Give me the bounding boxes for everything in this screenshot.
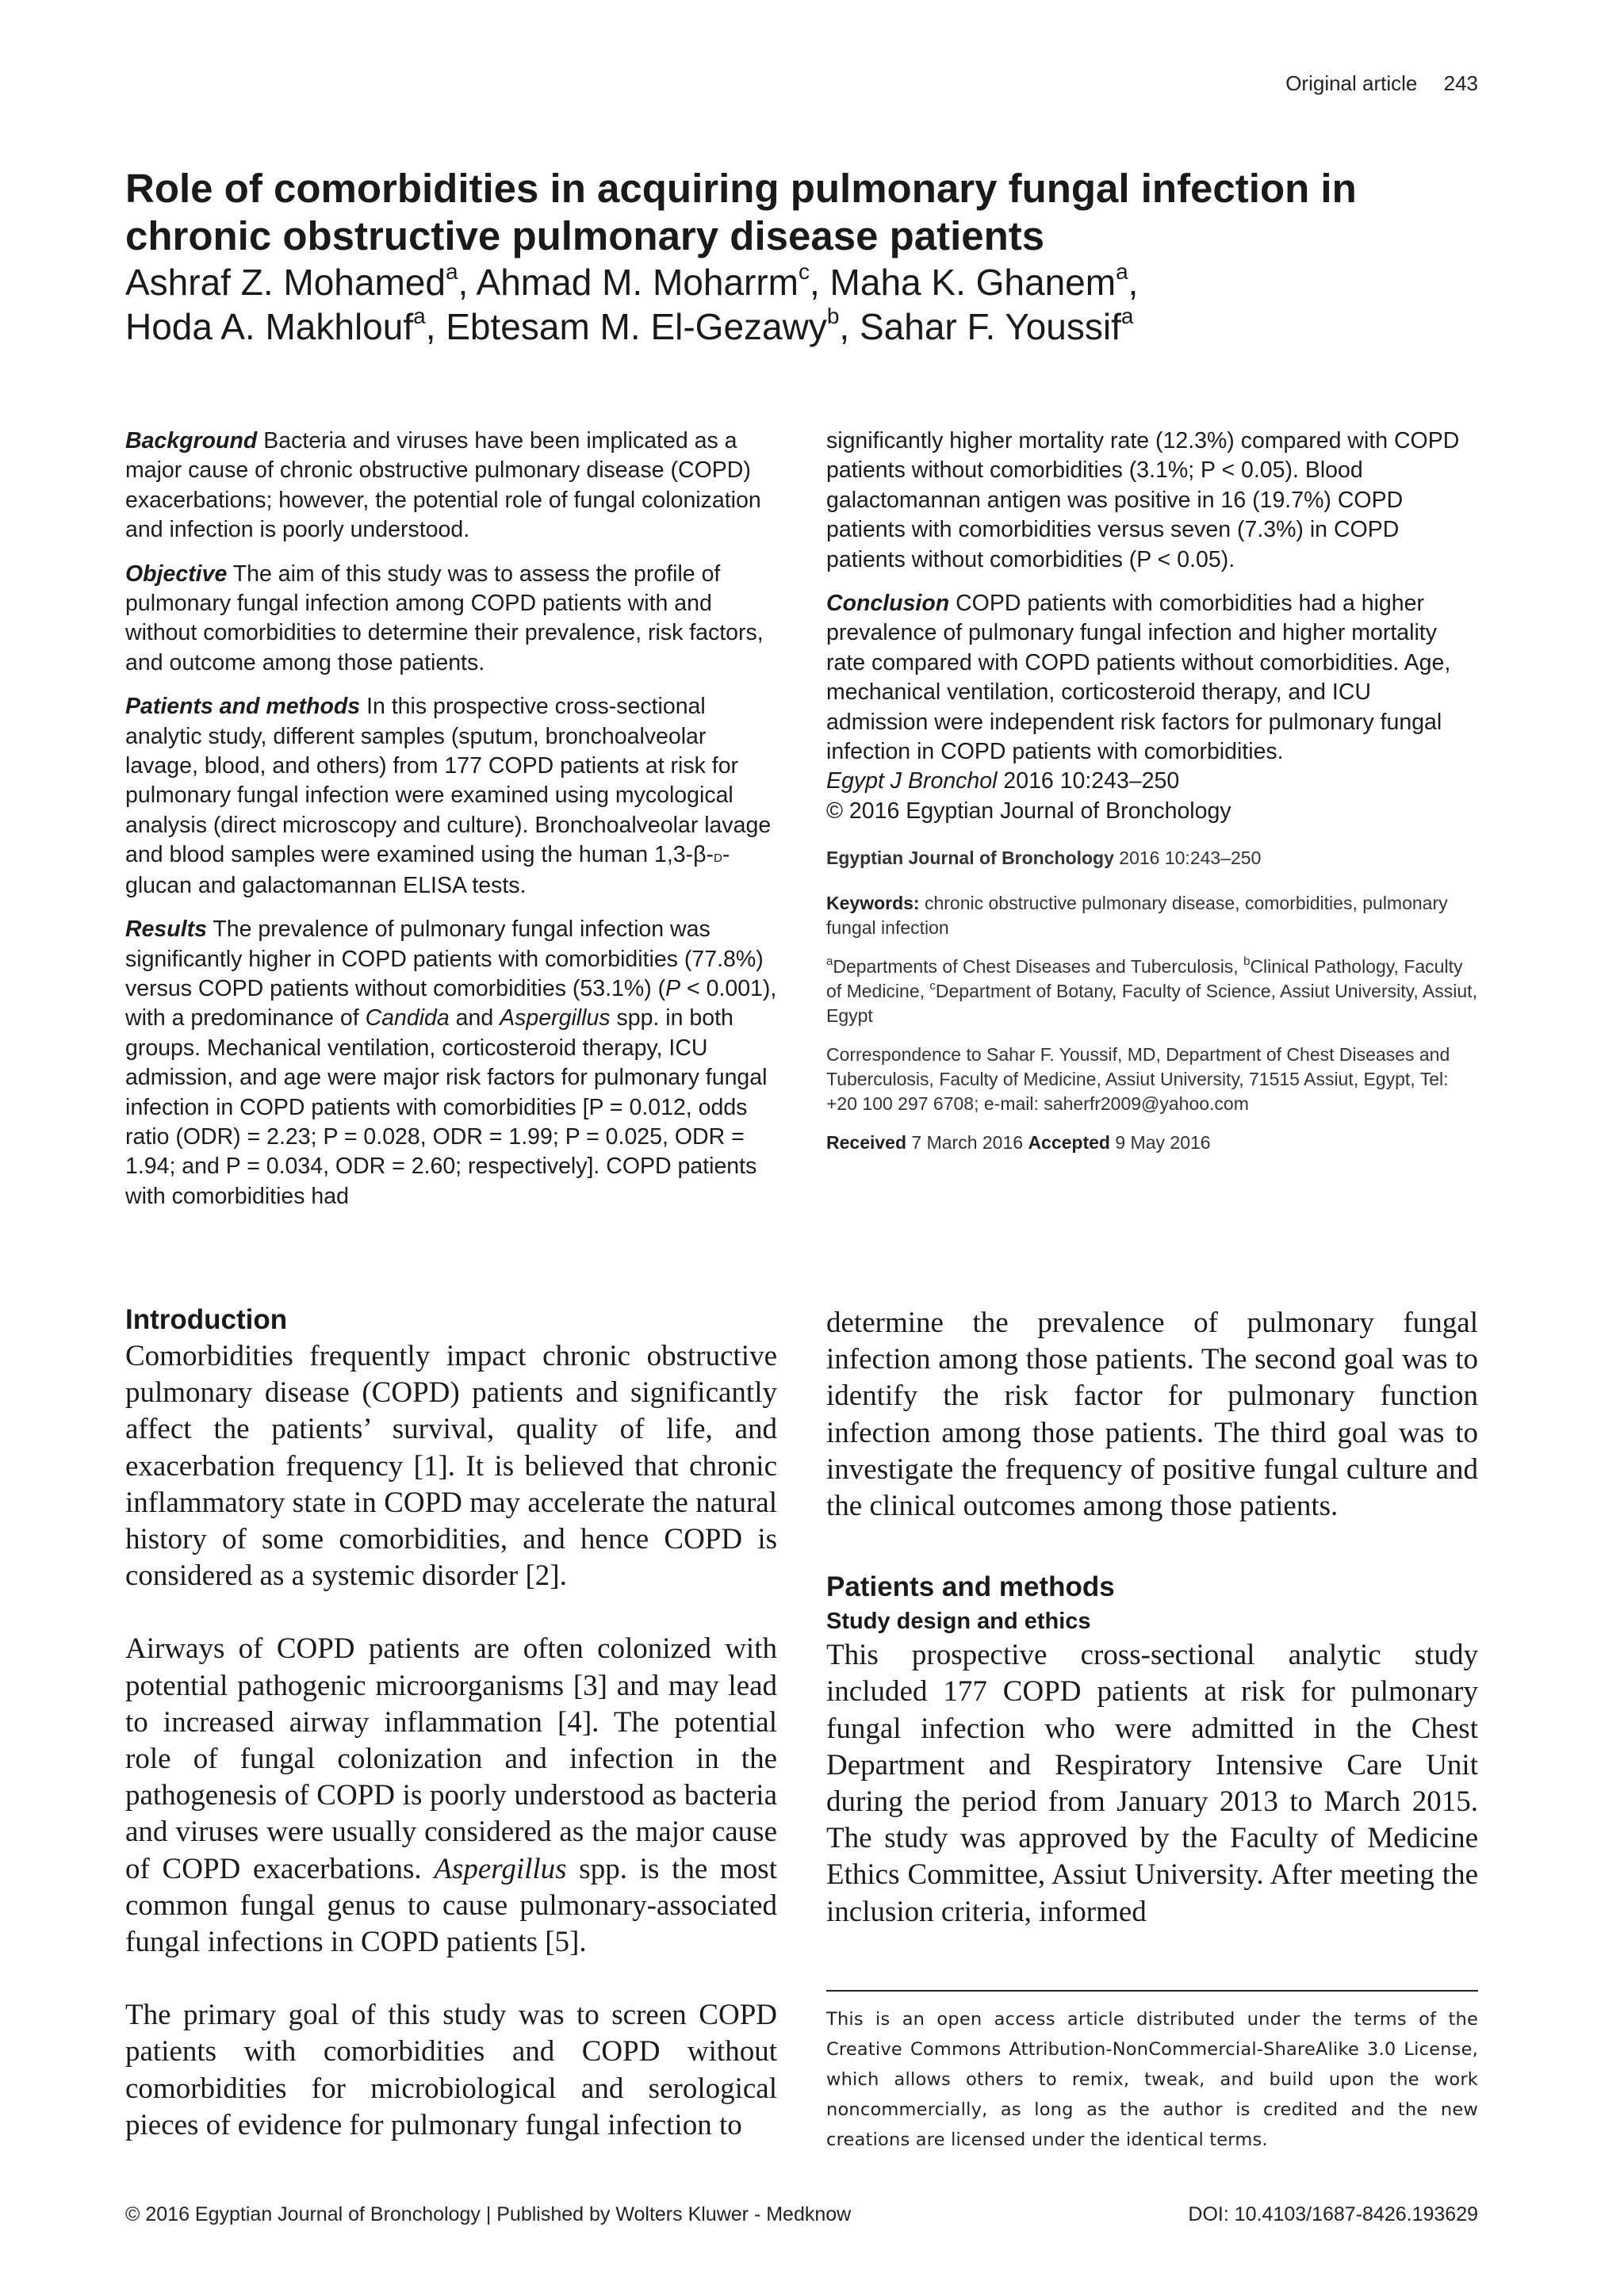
- page-number: 243: [1443, 71, 1478, 95]
- author-affiliation-mark: b: [826, 304, 840, 328]
- author: Sahar F. Youssif: [859, 306, 1121, 347]
- affiliations: $^a$Departments of Chest Diseases and Tuberculosis, $^b$Clinical Pathology, Faculty of Medicine, $^c$Department of Botany, Faculty of Science, Assiut University, Assiut, Egypt: [826, 954, 1477, 1026]
- author-affiliation-mark: a: [1120, 304, 1134, 328]
- article-title: Role of comorbidities in acquiring pulmonary fungal infection in chronic obstructive pulmonary disease patients: [125, 166, 1357, 258]
- section-label: Original article: [1285, 71, 1418, 95]
- body-left-column: [125, 1302, 777, 2144]
- author: Ashraf Z. Mohamed: [125, 262, 446, 303]
- abstract-results-continued: significantly higher mortality rate (12.3%) compared with COPD patients without comorbidities (3.1%; P < 0.05). Blood galactomannan antigen was positive in 16 (19.7%) COPD patients with comorbidities versus seven (7.3%) in COPD patients without comorbidities (P < 0.05).: [826, 428, 1460, 572]
- abstract-citation: Egypt J Bronchol 2016 10:243–250: [826, 768, 1180, 794]
- abstract-background: Background Bacteria and viruses have been implicated as a major cause of chronic obstructive pulmonary disease (COPD) exacerbations; however, the potential role of fungal colonization and infection is poorly understood.: [125, 428, 761, 543]
- author: Ahmad M. Moharrm: [476, 262, 799, 303]
- abstract-objective: Objective The aim of this study was to assess the profile of pulmonary fungal infection among COPD patients with and without comorbidities to determine their prevalence, risk factors, and outcome among those patients.: [125, 561, 764, 675]
- abstract-methods: Patients and methods In this prospective cross-sectional analytic study, different samples (sputum, bronchoalveolar lavage, blood, and others) from 177 COPD patients at risk for pulmonary fungal infection were examined using mycological analysis (direct microscopy and culture). Bronchoalveolar lavage and blood samples were examined using the human 1,3-β-d-glucan and galactomannan ELISA tests.: [125, 694, 772, 898]
- intro-paragraph-2: Airways of COPD patients are often colonized with potential pathogenic microorganisms [3] and may lead to increased airway inflammation [4]. The potential role of fungal colonization and infection in the pathogenesis of COPD is poorly understood as bacteria and viruses were usually considered as the major cause of COPD exacerbations. Aspergillus spp. is the most common fungal genus to cause pulmonary-associated fungal infections in COPD patients [5].: [125, 1632, 777, 1959]
- license-note: This is an open access article distributed under the terms of the Creative Commons Attribution-NonCommercial-ShareAlike 3.0 License, which allows others to remix, tweak, and build upon the work noncommercially, as long as the author is credited and the new creations are licensed under the identical terms.: [826, 1990, 1478, 2155]
- correspondence: Correspondence to Sahar F. Youssif, MD, Department of Chest Diseases and Tuberculosis, Faculty of Medicine, Assiut University, 71515 Assiut, Egypt, Tel: +20 100 297 6708; e-mail: saherfr2009@yahoo.com: [826, 1043, 1450, 1114]
- footer-doi: DOI: 10.4103/1687-8426.193629: [1188, 2203, 1478, 2225]
- intro-paragraph-1: Comorbidities frequently impact chronic obstructive pulmonary disease (COPD) patients and significantly affect the patients’ survival, quality of life, and exacerbation frequency [1]. It is believed that chronic inflammatory state in COPD may accelerate the natural history of some comorbidities, and hence COPD is considered as a systemic disorder [2].: [125, 1340, 777, 1593]
- abstract-conclusion: Conclusion COPD patients with comorbidities had a higher prevalence of pulmonary fungal infection and higher mortality rate compared with COPD patients without comorbidities. Age, mechanical ventilation, corticosteroid therapy, and ICU admission were independent risk factors for pulmonary fungal infection in COPD patients with comorbidities.: [826, 591, 1451, 765]
- running-header: [1265, 71, 1478, 96]
- abstract-left-column: [125, 427, 777, 1226]
- author-affiliation-mark: c: [798, 259, 810, 284]
- intro-paragraph-3-continued: determine the prevalence of pulmonary fungal infection among those patients. The second goal was to identify the risk factor for pulmonary function infection among those patients. The third goal was to investigate the frequency of positive fungal culture and the clinical outcomes among those patients.: [826, 1307, 1478, 1523]
- author: Maha K. Ghanem: [829, 262, 1116, 303]
- intro-paragraph-3: The primary goal of this study was to screen COPD patients with comorbidities and COPD without comorbidities for microbiological and serological pieces of evidence for pulmonary fungal infection to: [125, 1999, 777, 2141]
- author: Hoda A. Makhlouf: [125, 306, 414, 347]
- footer-copyright: © 2016 Egyptian Journal of Bronchology | Published by Wolters Kluwer - Medknow: [125, 2203, 852, 2225]
- author-affiliation-mark: a: [413, 304, 426, 328]
- body-right-column: [826, 1305, 1478, 1931]
- author: Ebtesam M. El-Gezawy: [446, 306, 827, 347]
- journal-reference: Egyptian Journal of Bronchology 2016 10:243–250: [826, 848, 1262, 869]
- patients-methods-heading: Patients and methods: [826, 1571, 1115, 1603]
- received-accepted: Received 7 March 2016 Accepted 9 May 2016: [826, 1131, 1211, 1153]
- keywords: Keywords: chronic obstructive pulmonary disease, comorbidities, pulmonary fungal infection: [826, 892, 1448, 938]
- study-design-subheading: Study design and ethics: [826, 1609, 1091, 1635]
- introduction-heading: Introduction: [125, 1304, 288, 1335]
- author-affiliation-mark: a: [445, 259, 458, 284]
- study-design-paragraph: This prospective cross-sectional analytic study included 177 COPD patients at risk for pulmonary fungal infection who were admitted in the Chest Department and Respiratory Intensive Care Unit during the period from January 2013 to March 2015. The study was approved by the Faculty of Medicine Ethics Committee, Assiut University. After meeting the inclusion criteria, informed: [826, 1639, 1478, 1928]
- abstract-results: Results The prevalence of pulmonary fungal infection was significantly higher in COPD patients with comorbidities (77.8%) versus COPD patients without comorbidities (53.1%) (P < 0.001), with a predominance of Candida and Aspergillus spp. in both groups. Mechanical ventilation, corticosteroid therapy, ICU admission, and age were major risk factors for pulmonary fungal infection in COPD patients with comorbidities [P = 0.012, odds ratio (ODR) = 2.23; P = 0.028, ODR = 1.99; P = 0.025, ODR = 1.94; and P = 0.034, ODR = 2.60; respectively]. COPD patients with comorbidities had: [125, 916, 777, 1209]
- author-list: Ashraf Z. Mohamed$^a$, Ahmad M. Moharrm$^c$, Maha K. Ghanem$^a$, Hoda A. Makhlouf$^a$, Ebtesam M. El-Gezawy$^b$, Sahar F. Youssif$^a$: [125, 259, 1139, 347]
- abstract-right-column: [826, 427, 1478, 1169]
- abstract-copyright: © 2016 Egyptian Journal of Bronchology: [826, 798, 1231, 824]
- author-affiliation-mark: a: [1116, 259, 1128, 284]
